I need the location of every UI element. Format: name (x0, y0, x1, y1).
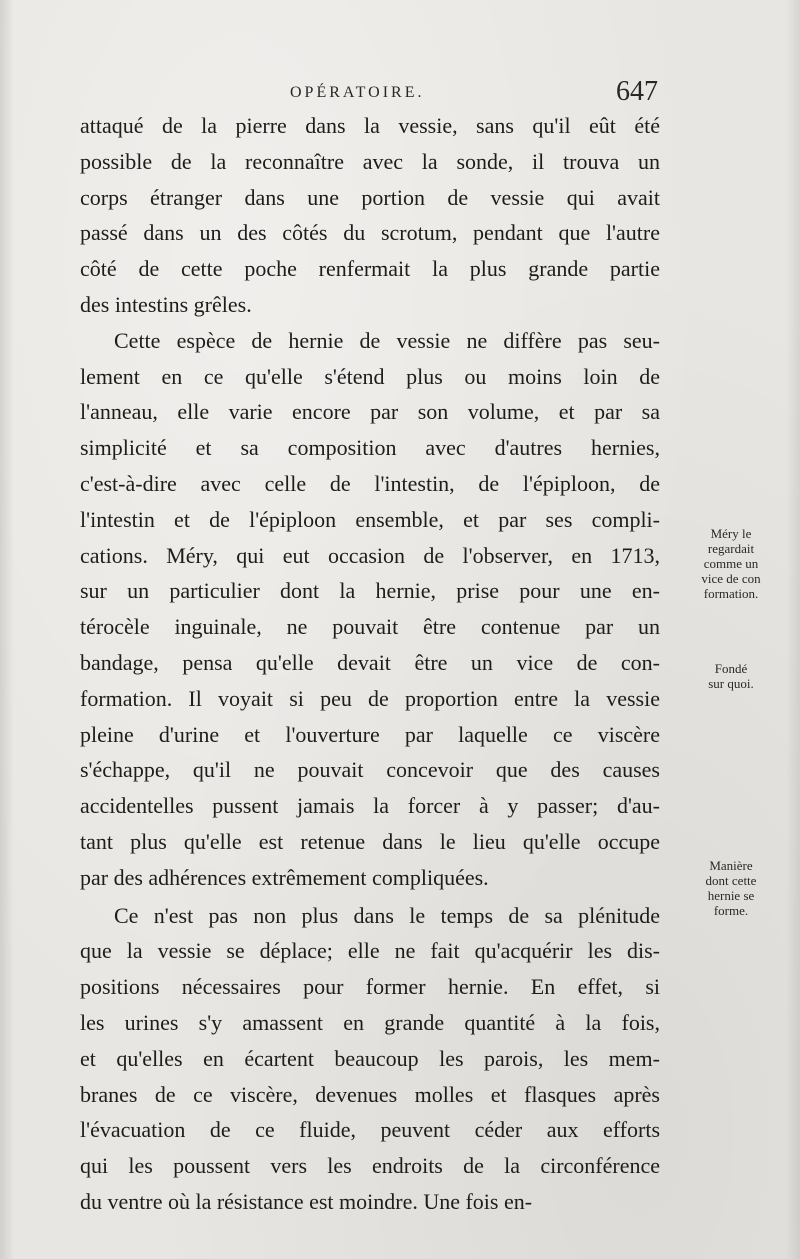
text-line: du ventre où la résistance est moindre. Une fois en- (80, 1188, 533, 1214)
note-line: dont cette (705, 873, 757, 888)
text-line: cations. Méry, qui eut occasion de l'observer, en 1713, (80, 542, 660, 568)
text-line: l'évacuation de ce fluide, peuvent céder aux efforts (80, 1117, 660, 1143)
page-left-shadow (0, 0, 14, 1259)
text-line: positions nécessaires pour former hernie. En effet, si (80, 974, 660, 1000)
note-line: Manière (709, 858, 753, 873)
margin-note-fonde (676, 661, 786, 691)
margin-note-maniere (676, 858, 786, 918)
text-line: l'intestin et de l'épiploon ensemble, et par ses compli- (80, 506, 660, 532)
text-line: pleine d'urine et l'ouverture par laquelle ce viscère (80, 721, 660, 747)
text-line: térocèle inguinale, ne pouvait être contenue par un (80, 614, 660, 640)
note-line: formation. (703, 586, 759, 601)
paragraph-2 (80, 323, 660, 896)
page-right-shadow (786, 0, 800, 1259)
note-line: comme un (703, 556, 759, 571)
note-line: regardait (707, 541, 755, 556)
text-line: qui les poussent vers les endroits de la circonférence (80, 1153, 660, 1179)
running-title: OPÉRATOIRE. (290, 84, 425, 101)
text-line: côté de cette poche renfermait la plus grande partie (80, 256, 660, 282)
text-line: Ce n'est pas non plus dans le temps de sa plénitude (114, 902, 660, 928)
text-line: simplicité et sa composition avec d'autres hernies, (80, 435, 660, 461)
text-line: lement en ce qu'elle s'étend plus ou moins loin de (80, 363, 660, 389)
text-line: Cette espèce de hernie de vessie ne diffère pas seu- (114, 327, 660, 353)
text-line: formation. Il voyait si peu de proportion entre la vessie (80, 685, 660, 711)
note-line: Méry le (710, 526, 752, 541)
note-line: forme. (713, 903, 749, 918)
text-line: accidentelles pussent jamais la forcer à y passer; d'au- (80, 793, 660, 819)
text-line: par des adhérences extrêmement compliquées. (80, 864, 489, 890)
text-line: et qu'elles en écartent beaucoup les parois, les mem- (80, 1045, 660, 1071)
text-line: s'échappe, qu'il ne pouvait concevoir que des causes (80, 757, 660, 783)
text-line: attaqué de la pierre dans la vessie, sans qu'il eût été (80, 113, 660, 138)
text-line: bandage, pensa qu'elle devait être un vice de con- (80, 649, 660, 675)
text-line: possible de la reconnaître avec la sonde, il trouva un (80, 148, 660, 174)
paragraph-1 (80, 108, 660, 323)
text-line: des intestins grêles. (80, 291, 252, 317)
text-line: l'anneau, elle varie encore par son volume, et par sa (80, 399, 660, 425)
text-line: tant plus qu'elle est retenue dans le lieu qu'elle occupe (80, 828, 660, 854)
body-text (80, 108, 660, 1220)
text-line: corps étranger dans une portion de vessie qui avait (80, 184, 660, 210)
note-line: vice de con (701, 571, 761, 586)
text-line: branes de ce viscère, devenues molles et flasques après (80, 1081, 660, 1107)
note-line: Fondé (714, 661, 748, 676)
text-line: que la vessie se déplace; elle ne fait qu'acquérir les dis- (80, 938, 660, 964)
text-line: les urines s'y amassent en grande quantité à la fois, (80, 1009, 660, 1035)
margin-note-mery (676, 526, 786, 601)
text-line: sur un particulier dont la hernie, prise pour une en- (80, 578, 660, 604)
text-line: passé dans un des côtés du scrotum, pendant que l'autre (80, 220, 660, 246)
paragraph-3 (80, 898, 660, 1220)
text-line: c'est-à-dire avec celle de l'intestin, de l'épiploon, de (80, 470, 660, 496)
note-line: sur quoi. (708, 676, 754, 691)
page-number: 647 (616, 76, 658, 107)
note-line: hernie se (707, 888, 755, 903)
